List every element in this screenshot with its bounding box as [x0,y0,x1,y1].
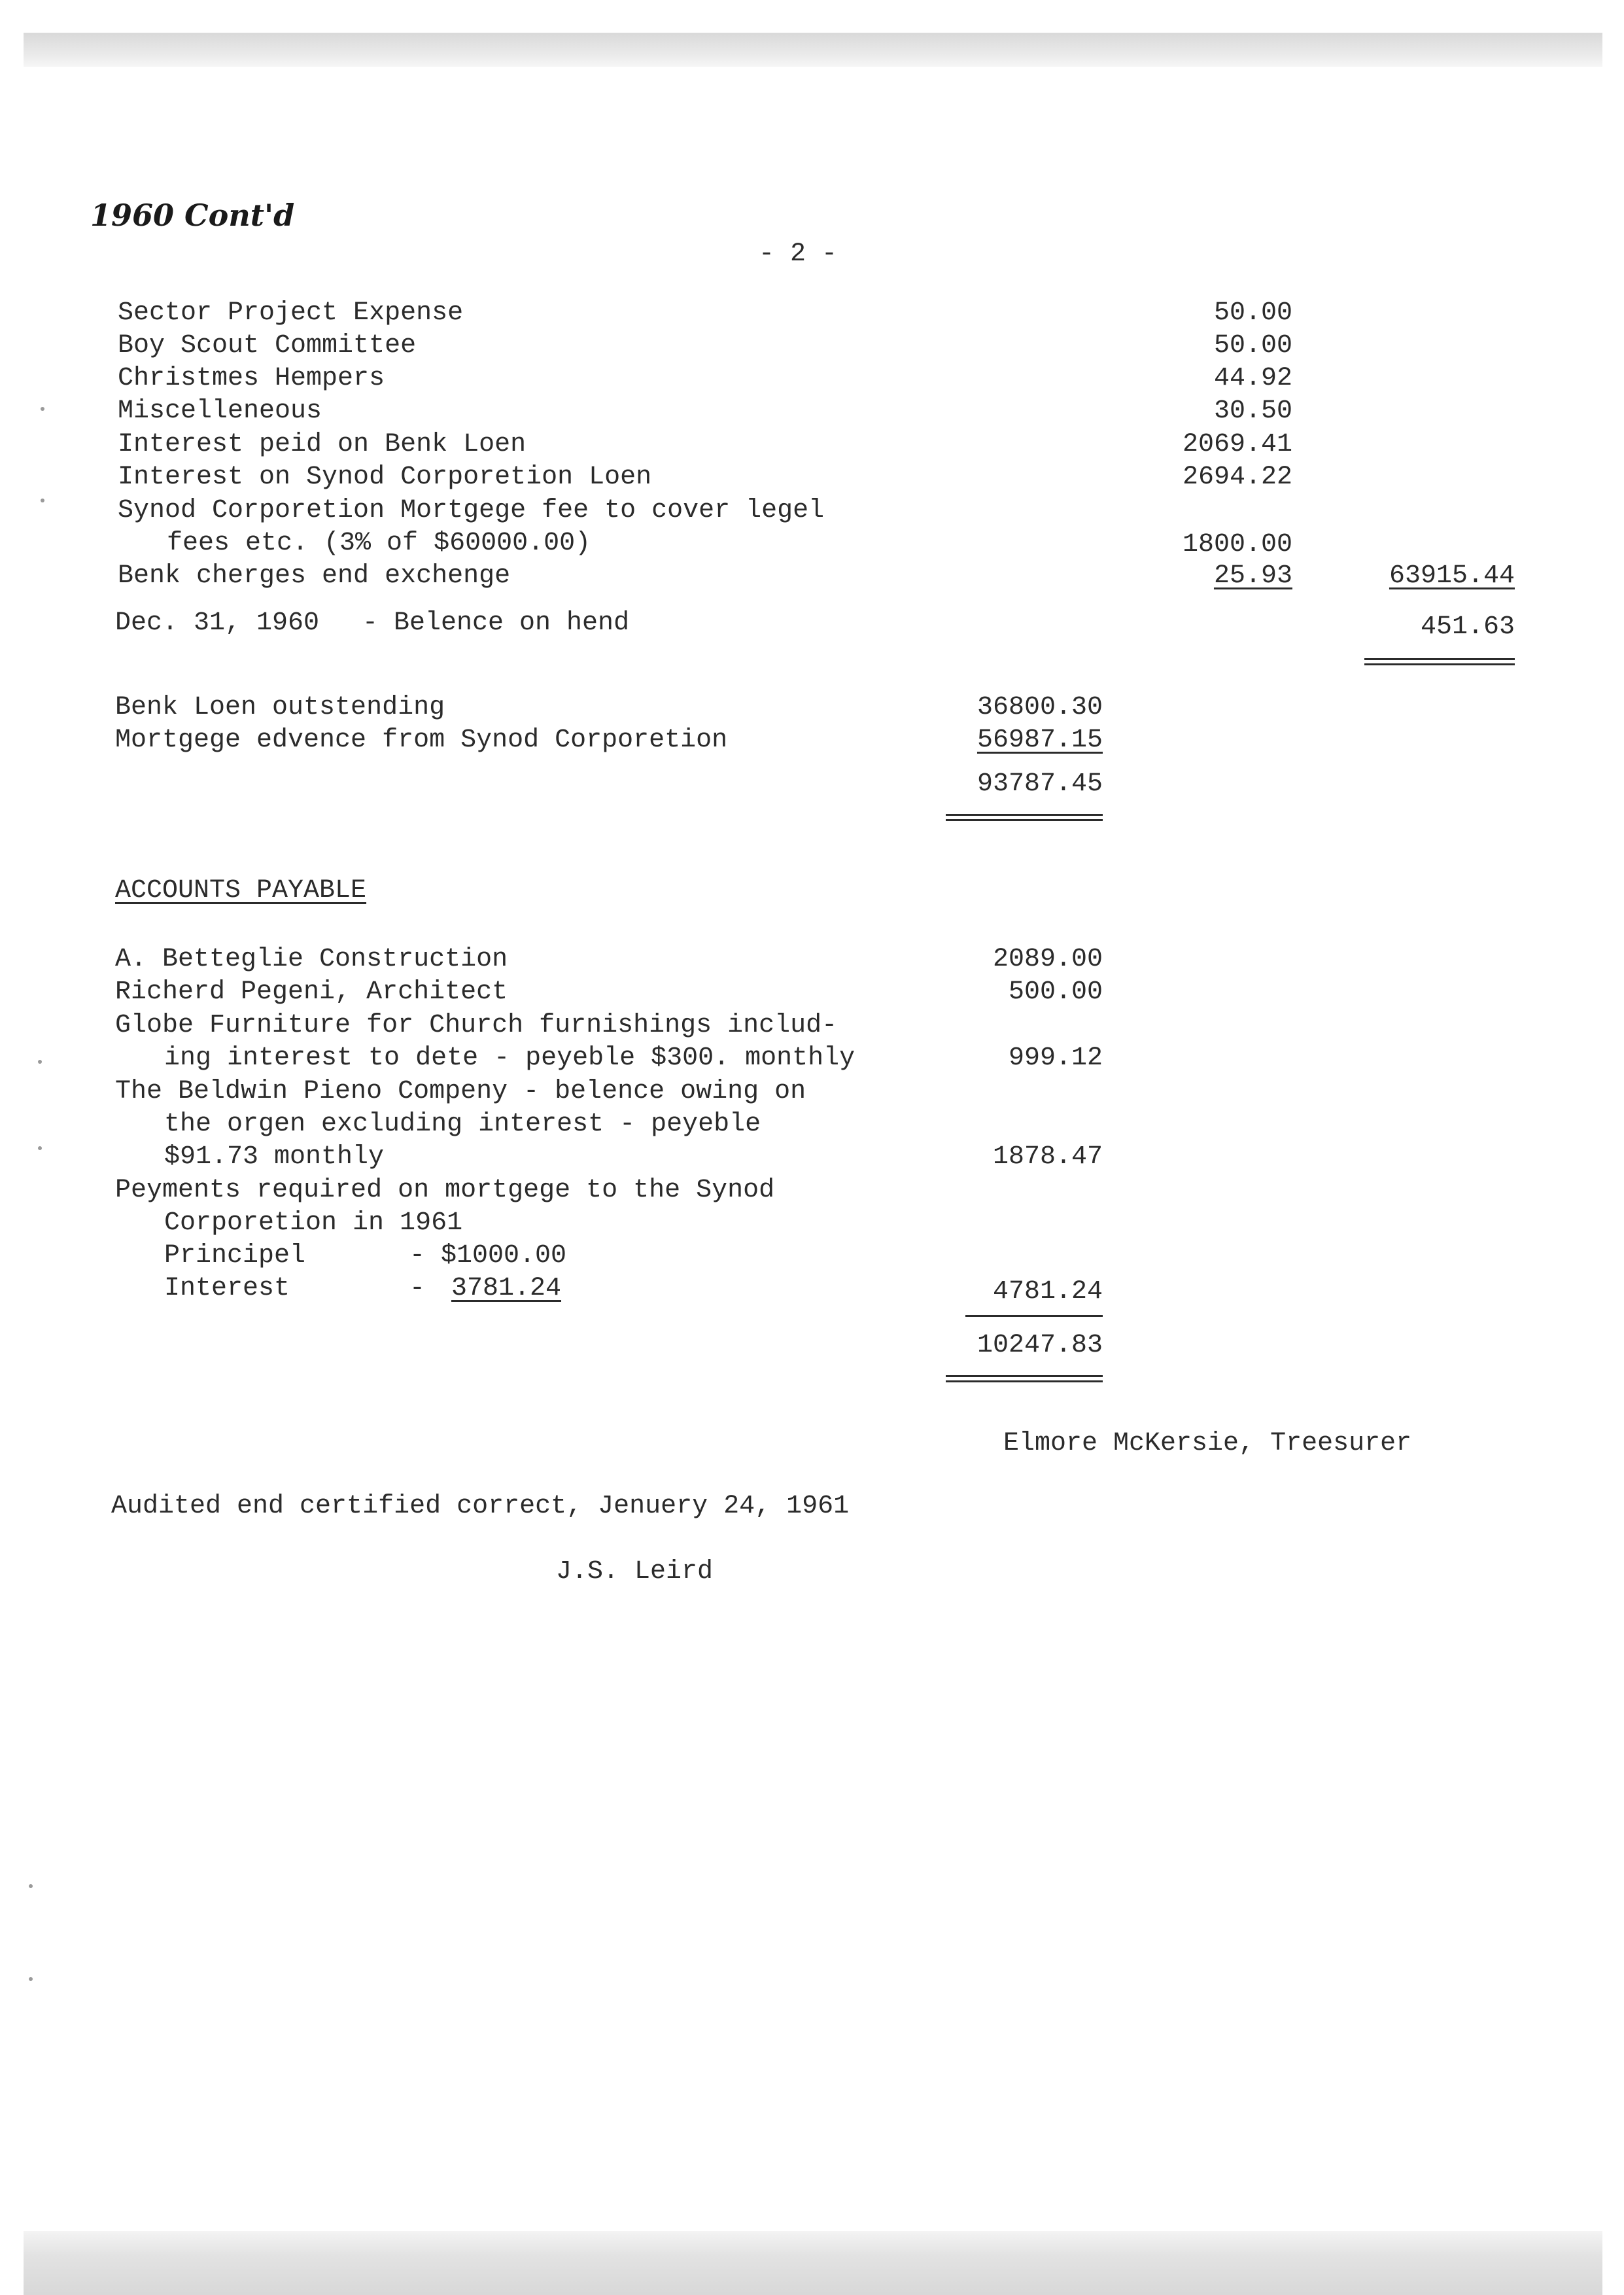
balance-label: - Belence on hend [362,608,630,638]
payable-amount: 500.00 [1008,977,1103,1007]
payables-double-rule [946,1375,1103,1382]
mortgage-label: Peyments required on mortgege to the Synod [115,1176,775,1205]
expense-amount: 2694.22 [1182,463,1292,492]
payable-label-continued: ing interest to dete - peyeble $300. monthly [164,1043,855,1073]
treasurer-signature: Elmore McKersie, Treesurer [1003,1429,1412,1458]
expense-amount: 50.00 [1213,331,1292,360]
expense-label: Synod Corporetion Mortgege fee to cover legel [118,496,825,525]
expense-amount: 2069.41 [1182,430,1292,459]
expense-amount: 44.92 [1213,364,1292,393]
loans-total: 93787.45 [976,769,1103,799]
expenses-total: 63915.44 [1389,561,1515,591]
interest-amount: 3781.24 [451,1274,562,1303]
loan-label: Mortgege edvence from Synod Corporetion [115,726,728,755]
loans-double-rule [946,814,1103,821]
payable-label: Richerd Pegeni, Architect [115,977,508,1007]
scan-speck [29,1977,33,1981]
mortgage-label-continued: Corporetion in 1961 [164,1208,463,1238]
payable-amount: 999.12 [1008,1043,1103,1073]
expense-amount: 25.93 [1213,561,1292,591]
interest-dash: - [409,1274,426,1303]
expense-amount: 1800.00 [1182,530,1292,559]
payable-label: A. Betteglie Construction [115,945,508,974]
document-page [24,67,1602,2231]
balance-double-rule [1364,658,1515,665]
payable-label: The Beldwin Pieno Compeny - belence owing on [115,1077,806,1106]
section-heading: ACCOUNTS PAYABLE [115,876,367,905]
expense-label-continued: fees etc. (3% of $60000.00) [167,529,591,558]
expense-label: Benk cherges end exchenge [118,561,511,591]
expense-label: Interest on Synod Corporetion Loen [118,463,652,492]
expense-label: Interest peid on Benk Loen [118,430,527,459]
principal-label: Principel [164,1241,306,1270]
scan-speck [41,499,44,502]
auditor-name: J.S. Leird [556,1557,714,1586]
payable-label: Globe Furniture for Church furnishings includ- [115,1011,838,1040]
scan-edge-bottom [24,2231,1602,2295]
page-number: - 2 - [759,239,838,269]
payable-label-continued: the orgen excluding interest - peyeble [164,1110,761,1139]
balance-date: Dec. 31, 1960 [115,608,320,638]
expense-label: Christmes Hempers [118,364,385,393]
mortgage-total-rule [965,1315,1103,1317]
expense-amount: 50.00 [1213,298,1292,328]
loan-label: Benk Loen outstending [115,693,445,722]
audit-note: Audited end certified correct, Jenuery 24, 1961 [111,1492,850,1521]
interest-label: Interest [164,1274,290,1303]
expense-label: Miscelleneous [118,396,322,426]
expense-amount: 30.50 [1213,396,1292,426]
expense-label: Sector Project Expense [118,298,464,328]
payable-label-continued: $91.73 monthly [164,1142,385,1172]
scan-edge-top [24,33,1602,67]
payables-total: 10247.83 [976,1331,1103,1360]
mortgage-total: 4781.24 [992,1277,1103,1306]
handwritten-annotation: 1960 Cont'd [90,198,295,233]
scan-speck [38,1060,42,1064]
scan-speck [29,1884,33,1888]
payable-amount: 2089.00 [992,945,1103,974]
loan-amount: 56987.15 [976,726,1103,755]
principal-amount: - $1000.00 [409,1241,567,1270]
balance-amount: 451.63 [1420,612,1515,642]
payable-amount: 1878.47 [992,1142,1103,1172]
expense-label: Boy Scout Committee [118,331,417,360]
scan-speck [38,1146,42,1150]
scan-speck [41,407,44,411]
loan-amount: 36800.30 [976,693,1103,722]
